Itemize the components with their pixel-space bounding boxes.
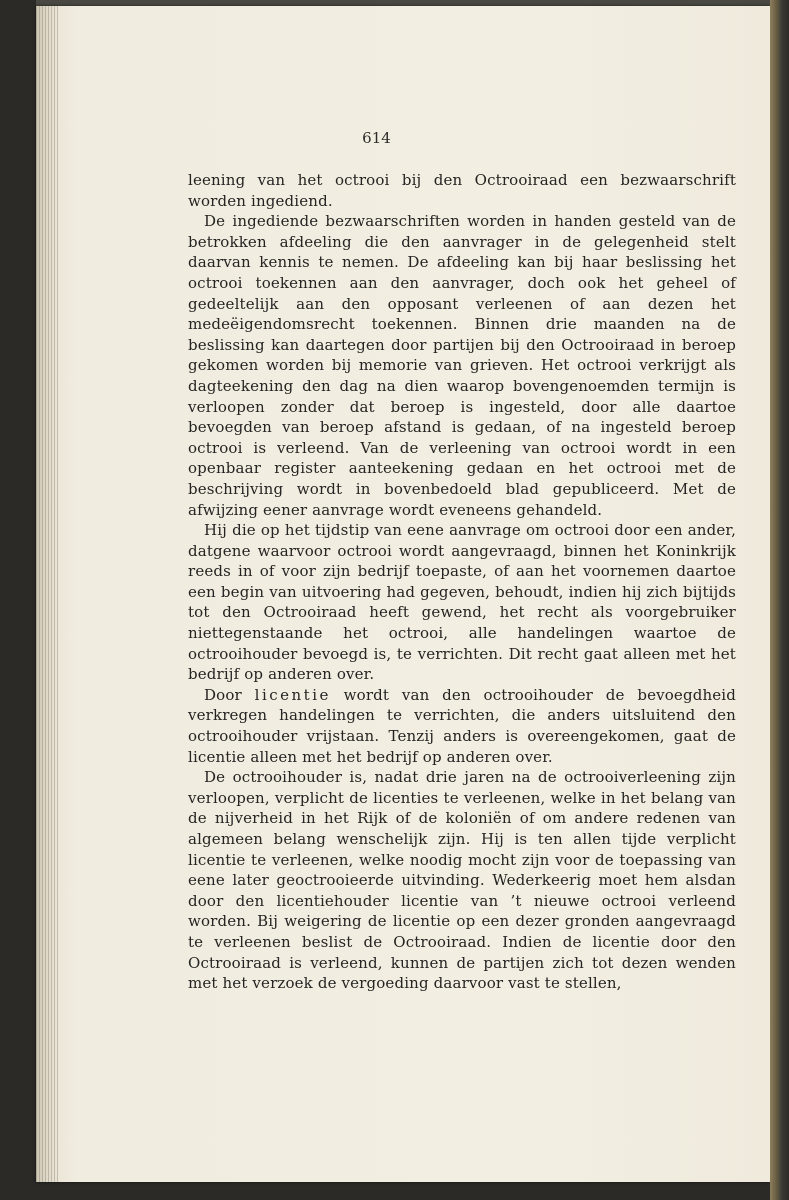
- paragraph-2: De ingediende bezwaarschriften worden in handen gesteld van de betrokken afdeeling die den aanvrager in de gelegenheid stelt daarvan kennis te nemen. De afdeeling kan bij haar beslissing het octrooi toekennen aan den aanvrager, doch ook het geheel of gedeeltelijk aan den opposant verleenen of aan dezen het medeëigendomsrecht toekennen. Binnen drie maanden na de beslissing kan daartegen door partijen bij den Octrooiraad in beroep gekomen worden bij memorie van grieven. Het octrooi verkrijgt als dagteekening den dag na dien waarop bovengenoemden termijn is verloopen zonder dat beroep is ingesteld, door alle daartoe bevoegden van beroep afstand is gedaan, of na ingesteld beroep octrooi is verleend. Van de verleening van octrooi wordt in een openbaar register aanteekening gedaan en het octrooi met de beschrijving wordt in bovenbedoeld blad gepubliceerd. Met de afwijzing eener aanvrage wordt eveneens gehandeld.: [188, 212, 736, 519]
- page-edge-stack: [36, 6, 58, 1182]
- body-text: [188, 170, 736, 994]
- paragraph-4-lead: Door: [204, 685, 255, 704]
- paragraph-5: De octrooihouder is, nadat drie jaren na de octrooiverleening zijn verloopen, verplicht de licenties te verleenen, welke in het belang van de nijverheid in het Rijk of de koloniën of om andere redenen van algemeen belang wenschelijk zijn. Hij is ten allen tijde verplicht licentie te verleenen, welke noodig mocht zijn voor de toepassing van eene later geoctrooieerde uitvinding. Wederkeerig moet hem alsdan door den licentiehouder licentie van ’t nieuwe octrooi verleend worden. Bij weigering de licentie op een dezer gronden aangevraagd te verleenen beslist de Octrooiraad. Indien de licentie door den Octrooiraad is verleend, kunnen de partijen zich tot dezen wenden met het verzoek de vergoeding daarvoor vast te stellen,: [188, 768, 736, 993]
- term-licentie: licentie: [254, 685, 331, 704]
- paragraph-4: [188, 685, 736, 767]
- paragraph-4-body: wordt van den octrooihouder de bevoegdheid verkregen handelingen te verrichten, die anders uitsluitend den octrooihouder vrijstaan. Tenzij anders is overeengekomen, gaat de licentie alleen met het bedrijf op anderen over.: [188, 685, 736, 766]
- paragraph-1: leening van het octrooi bij den Octrooiraad een bezwaarschrift worden ingediend.: [188, 171, 736, 210]
- page-number: 614: [362, 129, 391, 147]
- paragraph-3: Hij die op het tijdstip van eene aanvrage om octrooi door een ander, datgene waarvoor octrooi wordt aangevraagd, binnen het Koninkrijk reeds in of voor zijn bedrijf toepaste, of aan het voornemen daartoe een begin van uitvoering had gegeven, behoudt, indien hij zich bijtijds tot den Octrooiraad heeft gewend, het recht als voorgebruiker niettegenstaande het octrooi, alle handelingen waartoe de octrooihouder bevoegd is, te verrichten. Dit recht gaat alleen met het bedrijf op anderen over.: [188, 521, 736, 684]
- binding-gutter: [770, 0, 789, 1200]
